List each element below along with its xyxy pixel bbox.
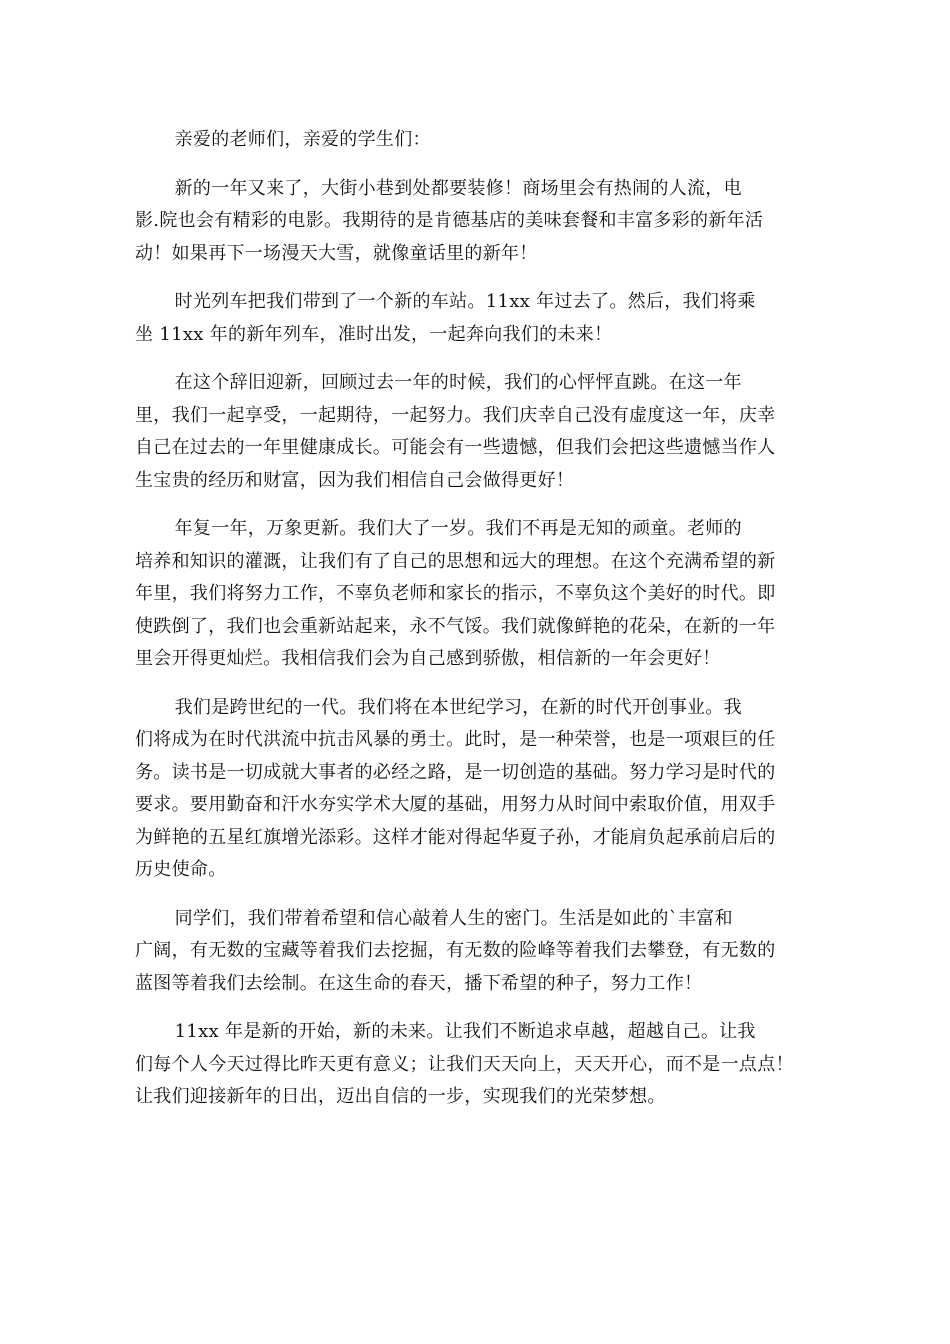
salutation: 亲爱的老师们，亲爱的学生们：: [174, 129, 431, 150]
document-body: [135, 124, 815, 1130]
paragraph-classmates: 同学们，我们带着希望和信心敲着人生的密门。生活是如此的`丰富和 广阔，有无数的宝藏等着我们去挖掘，有无数的险峰等着我们去攀登，有无数的 蓝图等着我们去绘制。在这生命的春天，播下希望的种子，努力工作！: [135, 907, 776, 994]
paragraph-new-year: 新的一年又来了，大街小巷到处都要装修！商场里会有热闹的人流，电 影.院也会有精彩的电影。我期待的是肯德基店的美味套餐和丰富多彩的新年活 动！如果再下一场漫天大雪，就像童话里的新年！: [135, 177, 764, 264]
paragraph-growth: 年复一年，万象更新。我们大了一岁。我们不再是无知的顽童。老师的 培养和知识的灌溉，让我们有了自己的思想和远大的理想。在这个充满希望的新 年里，我们将努力工作，不辜负老师和家长的指示，不辜负这个美好的时代。即 使跌倒了，我们也会重新站起来，永不气馁。我们就像鲜艳的花朵，在新的一年 里会开得更灿烂。我相信我们会为自己感到骄傲，相信新的一年会更好！: [135, 518, 776, 669]
paragraph-generation: 我们是跨世纪的一代。我们将在本世纪学习，在新的时代开创事业。我 们将成为在时代洪流中抗击风暴的勇士。此时，是一种荣誉，也是一项艰巨的任 务。读书是一切成就大事者的必经之路，是一切创造的基础。努力学习是时代的 要求。要用勤奋和汗水夯实学术大厦的基础，用努力从时间中索取价值，用双手 为鲜艳的五星红旗增光添彩。这样才能对得起华夏子孙，才能肩负起承前启后的 历史使命。: [135, 696, 776, 880]
paragraph-time-train: 时光列车把我们带到了一个新的车站。11xx 年过去了。然后，我们将乘 坐 11xx 年的新年列车，准时出发，一起奔向我们的未来！: [135, 291, 756, 345]
paragraph-closing: 11xx 年是新的开始，新的未来。让我们不断追求卓越，超越自己。让我 们每个人今天过得比昨天更有意义；让我们天天向上，天天开心，而不是一点点！ 让我们迎接新年的日出，迈出自信的一步，实现我们的光荣梦想。: [135, 1021, 794, 1107]
paragraph-review: 在这个辞旧迎新，回顾过去一年的时候，我们的心怦怦直跳。在这一年 里，我们一起享受，一起期待，一起努力。我们庆幸自己没有虚度这一年，庆幸 自己在过去的一年里健康成长。可能会有一些遗憾，但我们会把这些遗憾当作人 生宝贵的经历和财富，因为我们相信自己会做得更好！: [135, 372, 776, 491]
